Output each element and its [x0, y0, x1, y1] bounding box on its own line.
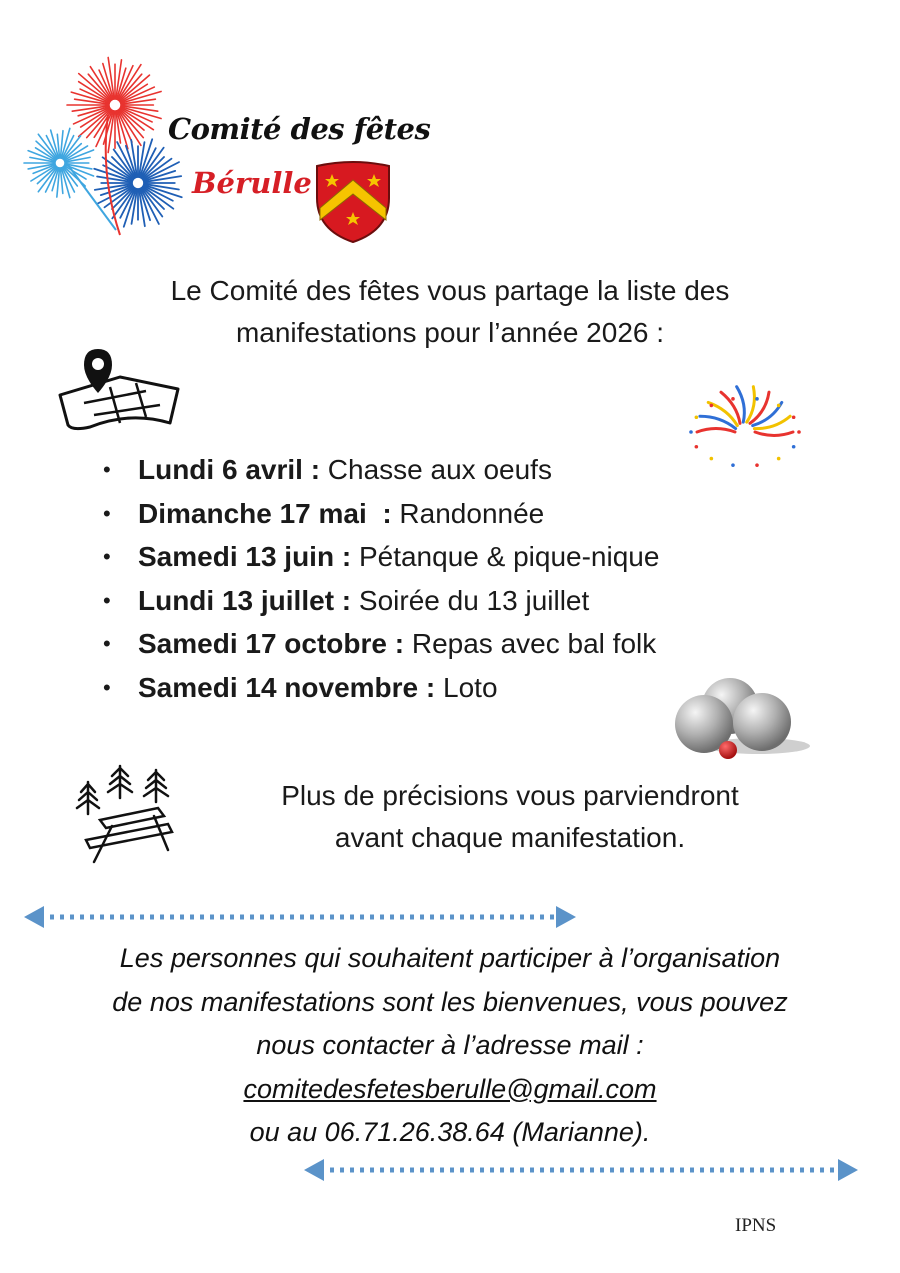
event-date: Lundi 6 avril :	[138, 454, 321, 485]
bullet-icon: •	[103, 500, 111, 526]
event-item	[98, 535, 659, 579]
event-activity: Chasse aux oeufs	[320, 454, 552, 485]
contact-email-link[interactable]: comitedesfetesberulle@gmail.com	[243, 1073, 657, 1104]
firework-icon	[686, 370, 804, 470]
contact-line-1: Les personnes qui souhaitent participer à l’organisation	[119, 943, 781, 973]
events-list	[98, 448, 659, 710]
bullet-icon: •	[103, 674, 111, 700]
precisions-line-1: Plus de précisions vous parviendront	[281, 780, 739, 811]
precisions-line-2: avant chaque manifestation.	[334, 822, 686, 853]
petanque-balls-icon	[668, 676, 814, 766]
org-town: Bérulle	[192, 166, 312, 200]
map-pin-icon	[50, 345, 185, 435]
double-arrow-icon	[302, 1158, 860, 1182]
event-date: Dimanche 17 mai :	[138, 497, 392, 529]
precisions-text	[200, 775, 820, 859]
event-item	[98, 622, 659, 666]
event-date: Lundi 13 juillet :	[138, 584, 352, 616]
picnic-table-icon	[72, 758, 182, 868]
bullet-icon: •	[103, 457, 111, 482]
coat-of-arms-icon	[312, 158, 394, 244]
event-activity: Loto	[435, 671, 498, 703]
event-activity: Randonnée	[391, 497, 545, 529]
double-arrow-icon	[22, 905, 578, 929]
footer-ipns: IPNS	[735, 1215, 777, 1236]
event-item	[98, 579, 659, 623]
event-date: Samedi 17 octobre :	[138, 628, 405, 660]
fireworks-icon	[20, 55, 210, 250]
event-activity: Pétanque & pique-nique	[351, 541, 660, 573]
contact-phone-line: ou au 06.71.26.38.64 (Marianne).	[249, 1117, 651, 1147]
contact-text	[30, 937, 870, 1155]
event-item	[98, 492, 659, 536]
intro-line-1: Le Comité des fêtes vous partage la liste des	[170, 275, 730, 306]
event-date: Samedi 14 novembre :	[138, 671, 436, 703]
bullet-icon: •	[103, 631, 111, 657]
bullet-icon: •	[103, 544, 111, 570]
event-date: Samedi 13 juin :	[138, 541, 352, 573]
bullet-icon: •	[103, 587, 111, 613]
intro-line-2: manifestations pour l’année 2026 :	[235, 317, 665, 348]
contact-line-3: nous contacter à l’adresse mail :	[256, 1030, 644, 1060]
intro-text	[60, 270, 840, 354]
contact-line-2: de nos manifestations sont les bienvenues, vous pouvez	[112, 986, 788, 1017]
event-item	[98, 666, 659, 710]
event-activity: Soirée du 13 juillet	[351, 584, 590, 616]
event-activity: Repas avec bal folk	[404, 628, 657, 660]
org-name: Comité des fêtes	[168, 112, 431, 146]
event-item	[98, 448, 659, 492]
